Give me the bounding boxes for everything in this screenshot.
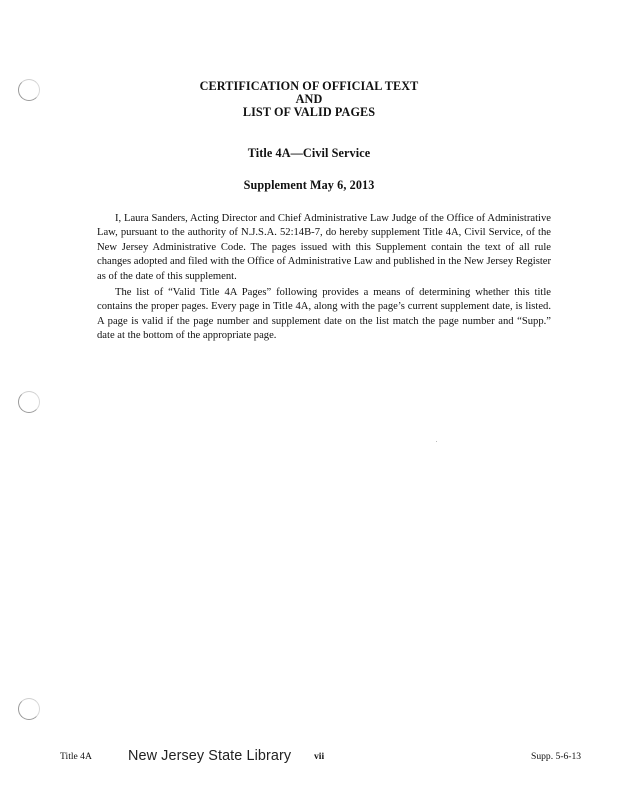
title-heading: Title 4A—Civil Service xyxy=(247,146,371,160)
scan-speck xyxy=(436,441,437,442)
punch-hole-icon xyxy=(18,391,40,413)
valid-pages-paragraph: The list of “Valid Title 4A Pages” following provides a means of determining whether this title contains the proper pages. Every page in Title 4A, along with the page’s current supplement date, is listed. A page is valid if the page number and supplement date on the list match the page number and “Supp.” date at the bottom of the appropriate page. xyxy=(97,287,551,342)
heading-and: AND xyxy=(295,92,323,106)
footer-supplement-date: Supp. 5-6-13 xyxy=(531,751,582,762)
footer-title: Title 4A xyxy=(60,751,92,762)
library-stamp: New Jersey State Library xyxy=(128,748,292,764)
heading-list-of-valid-pages: LIST OF VALID PAGES xyxy=(242,105,376,119)
page-number: vii xyxy=(314,751,325,762)
certification-paragraph: I, Laura Sanders, Acting Director and Chief Administrative Law Judge of the Office of Administrative Law, pursuant to the authority of N.J.S.A. 52:14B-7, do hereby supplement Title 4A, Civil Service, of the New Jersey Administrative Code. The pages issued with this Supplement contain the text of all rule changes adopted and filed with the Office of Administrative Law and published in the New Jersey Register as of the date of this supplement. xyxy=(97,213,551,282)
heading-certification: CERTIFICATION OF OFFICIAL TEXT xyxy=(199,79,419,93)
punch-hole-icon xyxy=(18,698,40,720)
supplement-date-heading: Supplement May 6, 2013 xyxy=(243,178,375,192)
